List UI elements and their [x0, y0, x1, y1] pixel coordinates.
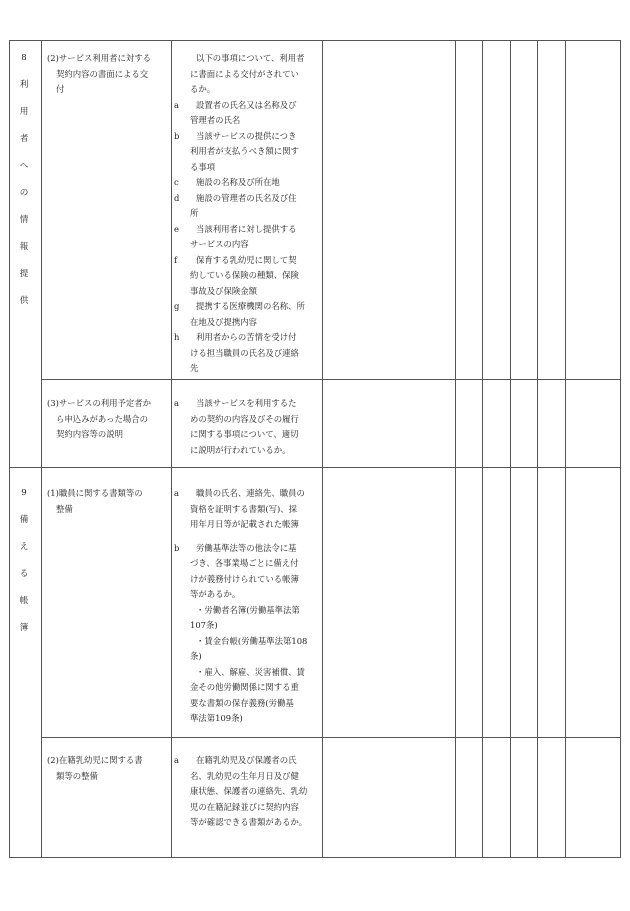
category-char: 備 [19, 515, 29, 525]
entry-8-2-d [174, 191, 320, 222]
bullet-line: ・労働者名簿(労働基準法第 [196, 604, 300, 615]
entry-line: 用年月日等が記載された帳簿 [190, 519, 299, 529]
category-char: 提 [19, 269, 29, 279]
entry-line: 在籍乳幼児及び保護者の氏 [196, 755, 297, 765]
intro-line: 以下の事項について、利用者 [196, 53, 305, 63]
entry-line: 資格を証明する書類(写)、採 [190, 503, 298, 514]
col-line-2 [41, 40, 42, 858]
item-title-line: サービスの利用予定者か [58, 398, 151, 408]
category-char: 利 [19, 80, 29, 90]
table-bottom-border [9, 857, 621, 858]
item-title-line: ら申込みがあった場合の [56, 413, 149, 424]
intro-line: に書面による交付がされてい [190, 68, 299, 79]
entry-8-2-b [174, 129, 320, 176]
entry-line: 在地及び提携内容 [190, 316, 257, 327]
entry-line: 等が確認できる書類があるか。 [190, 817, 308, 827]
entry-line: 所 [190, 208, 199, 218]
entry-line: 康状態、保護者の連絡先、乳幼 [190, 786, 308, 796]
entry-8-3-a [174, 396, 320, 458]
entry-line: に関する事項について、適切 [190, 429, 299, 439]
category-char: 報 [19, 242, 29, 252]
entry-line: 等があるか。 [190, 589, 241, 599]
entry-line: 事故及び保険金額 [190, 285, 257, 296]
bullet-9-1-1 [174, 603, 320, 634]
entry-line: 利用者が支払うべき額に関す [190, 146, 299, 156]
entry-mark: g [174, 301, 180, 311]
item-title-line: 類等の整備 [56, 770, 98, 781]
entry-mark: b [174, 130, 180, 141]
entry-8-2-e [174, 222, 320, 253]
entry-line: 職員の氏名、連絡先、職員の [196, 488, 305, 498]
item-number: (3) [47, 398, 59, 408]
entry-line: に説明が行われているか。 [190, 444, 291, 455]
entry-line: サービスの内容 [190, 239, 249, 249]
item-title-line: サービス利用者に対する [58, 53, 151, 63]
item-number: (2) [47, 53, 59, 63]
entry-mark: c [174, 177, 179, 187]
bullet-line: 要な書類の保存義務(労働基 [190, 697, 294, 708]
entry-line: 管理者の氏名 [190, 115, 241, 125]
entry-line: ける担当職員の氏名及び連絡 [190, 347, 299, 358]
entry-line: 児の在籍記録並びに契約内容 [190, 801, 299, 812]
bullet-line: 107条) [190, 620, 218, 630]
entry-mark: d [174, 192, 180, 203]
col-line-10 [620, 40, 621, 858]
entry-line: 名、乳幼児の生年月日及び健 [190, 770, 299, 781]
entry-mark: a [174, 755, 179, 765]
category-char: 簿 [19, 623, 29, 633]
bullet-line: ・雇入、解雇、災害補償、賃 [196, 666, 305, 677]
item-8-2-content [174, 51, 320, 377]
category-char: へ [19, 161, 29, 171]
item-title-line: 整備 [56, 503, 73, 514]
entry-line: 当該利用者に対し提供する [196, 223, 297, 234]
bullet-9-1-3 [174, 665, 320, 727]
entry-9-2-a [174, 753, 320, 831]
item-title-line: 契約内容の書面による交 [56, 68, 149, 79]
col-line-9 [565, 40, 566, 858]
category-char: 9 [21, 488, 27, 498]
category-char: 8 [21, 53, 27, 63]
bullet-line: 準法第109条) [190, 713, 243, 723]
entry-8-2-a [174, 98, 320, 129]
row-divider-8 [41, 379, 621, 380]
table-top-border [9, 40, 621, 41]
entry-line: めの契約の内容及びその履行 [190, 413, 299, 424]
bullet-line: 条) [190, 651, 202, 661]
entry-8-2-g [174, 299, 320, 330]
item-9-1-title [47, 486, 167, 517]
entry-line: づき、各事業場ごとに備え付 [190, 558, 299, 568]
category-char: え [19, 542, 29, 552]
category-char: 帳 [19, 596, 29, 606]
entry-line: 約している保険の種類、保険 [190, 270, 299, 280]
entry-mark: a [174, 99, 179, 110]
col-line-1 [9, 40, 10, 858]
col-line-7 [510, 40, 511, 858]
entry-mark: a [174, 488, 179, 498]
entry-line: 設置者の氏名又は名称及び [196, 99, 297, 110]
category-char: の [19, 188, 29, 198]
item-title-line: 在籍乳幼児に関する書 [58, 755, 143, 765]
entry-line: 当該サービスを利用するた [196, 398, 297, 408]
item-9-2-content [174, 753, 320, 831]
item-title-line: 契約内容等の説明 [56, 429, 123, 439]
item-number: (2) [47, 755, 59, 765]
col-line-3 [171, 40, 172, 858]
category-char: 情 [19, 215, 29, 225]
entry-line: 施設の名称及び所在地 [196, 177, 280, 187]
entry-line: 保育する乳幼児に関して契 [196, 254, 297, 265]
item-title-line: 職員に関する書類等の [58, 488, 143, 498]
entry-mark: h [174, 332, 180, 342]
bullet-9-1-2 [174, 634, 320, 665]
entry-line: る事項 [190, 161, 216, 172]
col-line-4 [322, 40, 323, 858]
section-9-category [11, 486, 37, 636]
section-8-category [11, 51, 37, 309]
bullet-line: 金その他労働関係に関する重 [190, 682, 299, 692]
entry-9-1-b [174, 541, 320, 603]
intro-line: るか。 [190, 84, 216, 94]
entry-mark: e [174, 223, 179, 234]
row-divider-9 [41, 737, 621, 738]
entry-line: 施設の管理者の氏名及び住 [196, 192, 297, 203]
category-char: 用 [19, 107, 29, 117]
col-line-5 [455, 40, 456, 858]
item-title-line: 付 [56, 84, 65, 94]
item-8-3-content [174, 396, 320, 458]
item-9-2-title [47, 753, 167, 784]
entry-line: 提携する医療機関の名称、所 [196, 301, 305, 311]
col-line-8 [537, 40, 538, 858]
entry-9-1-a [174, 486, 320, 533]
entry-line: 当該サービスの提供につき [196, 130, 297, 141]
bullet-line: ・賃金台帳(労働基準法第108 [196, 635, 308, 646]
entry-mark: a [174, 398, 179, 408]
entry-line: けが義務付けられている帳簿 [190, 573, 299, 584]
item-8-2-title [47, 51, 167, 98]
entry-mark: b [174, 542, 180, 553]
category-char: 者 [19, 134, 29, 144]
item-9-1-content [174, 486, 320, 727]
entry-8-2-c [174, 175, 320, 191]
entry-8-2-h [174, 330, 320, 377]
entry-line: 先 [190, 363, 199, 373]
entry-8-2-f [174, 253, 320, 300]
item-8-3-title [47, 396, 167, 443]
entry-line: 利用者からの苦情を受け付 [196, 332, 297, 342]
category-char: 供 [19, 296, 29, 306]
section-divider [9, 467, 621, 468]
col-line-6 [482, 40, 483, 858]
item-number: (1) [47, 488, 59, 498]
entry-line: 労働基準法等の他法令に基 [196, 542, 297, 553]
category-char: る [19, 569, 29, 579]
entry-mark: f [174, 254, 178, 265]
